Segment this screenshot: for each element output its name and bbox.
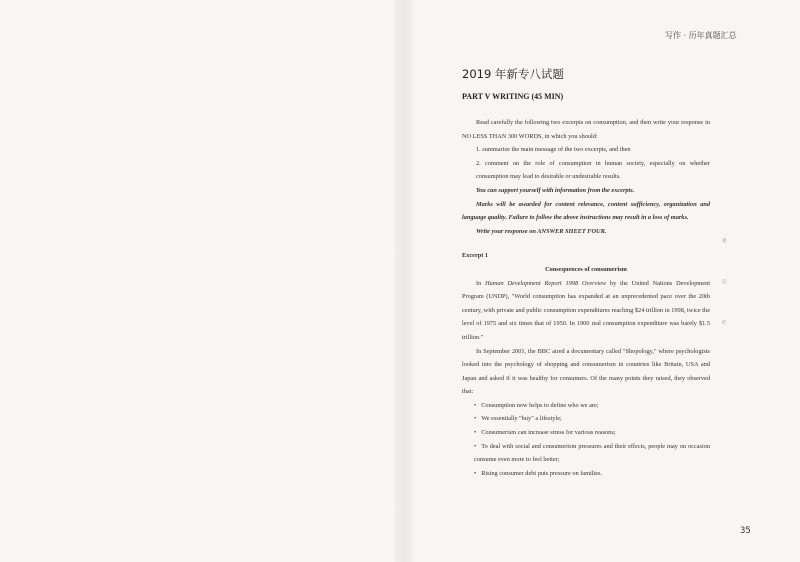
instruction-note-3: Write your response on ANSWER SHEET FOUR. — [476, 227, 607, 235]
left-page-blank — [0, 0, 395, 562]
excerpt-title: Consequences of consumerism — [545, 265, 627, 273]
page-number: 35 — [740, 526, 751, 536]
bullet-item: • To deal with social and consumerism pressures and their effects, people may on occasion consume even more to feel better; — [462, 440, 710, 467]
bullet-item: • Rising consumer debt puts pressure on families. — [462, 467, 710, 481]
margin-mark: 记 — [722, 280, 727, 285]
excerpt-paragraph-1 — [462, 277, 710, 345]
bullet-item: • Consumerism can increase stress for various reasons; — [462, 426, 710, 440]
bullet-item: • Consumption now helps to define who we are; — [462, 399, 710, 413]
running-head: 写作 · 历年真题汇总 — [665, 31, 737, 40]
instruction-note-1: You can support yourself with information from the excerpts. — [476, 186, 635, 194]
book-gutter — [395, 0, 413, 562]
excerpt-label: Excerpt 1 — [462, 252, 489, 260]
excerpt-paragraph-2: In September 2001, the BBC aired a documentary called "Shopology," where psychologists looked into the psychology of shopping and consumerism in countries like Britain, USA and Japan and asked if it was healthy for consumers. Of the many points they raised, they observed that: — [462, 347, 710, 396]
excerpt-p1-post: by the United Nations Development Program (UNDP), "World consumption has expanded at an unprecedented pace over the 20th century, with private and public consumption expenditures reaching $24 trillion in 1998, twice the level of 1975 and six times that of 1950. In 1900 real consumption expenditure was barely $1.5 trillion." — [462, 279, 710, 341]
margin-mark: 栏 — [722, 321, 727, 326]
instruction-paragraph: Read carefully the following two excerpts on consumption, and then write your response in NO LESS THAN 300 WORDS, in which you should: — [462, 119, 710, 140]
page-content — [462, 116, 710, 480]
excerpt-p1-pre: In — [476, 279, 486, 287]
margin-mark: 笔 — [722, 239, 727, 244]
instruction-item-1: 1. summarize the main message of the two excerpts, and then — [476, 146, 631, 154]
part-heading: PART V WRITING (45 MIN) — [462, 92, 564, 101]
bullet-item: • We essentially "buy" a lifestyle; — [462, 412, 710, 426]
instruction-item-2: 2. comment on the role of consumption in human society, especially on whether consumption may lead to desirable or undesirable results. — [476, 159, 710, 181]
report-title: Human Development Report 1998 Overview — [485, 279, 607, 287]
instruction-note-2: Marks will be awarded for content relevance, content sufficiency, organization and language quality. Failure to follow the above instructions may result in a loss of marks. — [462, 200, 710, 222]
exam-title: 2019 年新专八试题 — [462, 67, 564, 81]
